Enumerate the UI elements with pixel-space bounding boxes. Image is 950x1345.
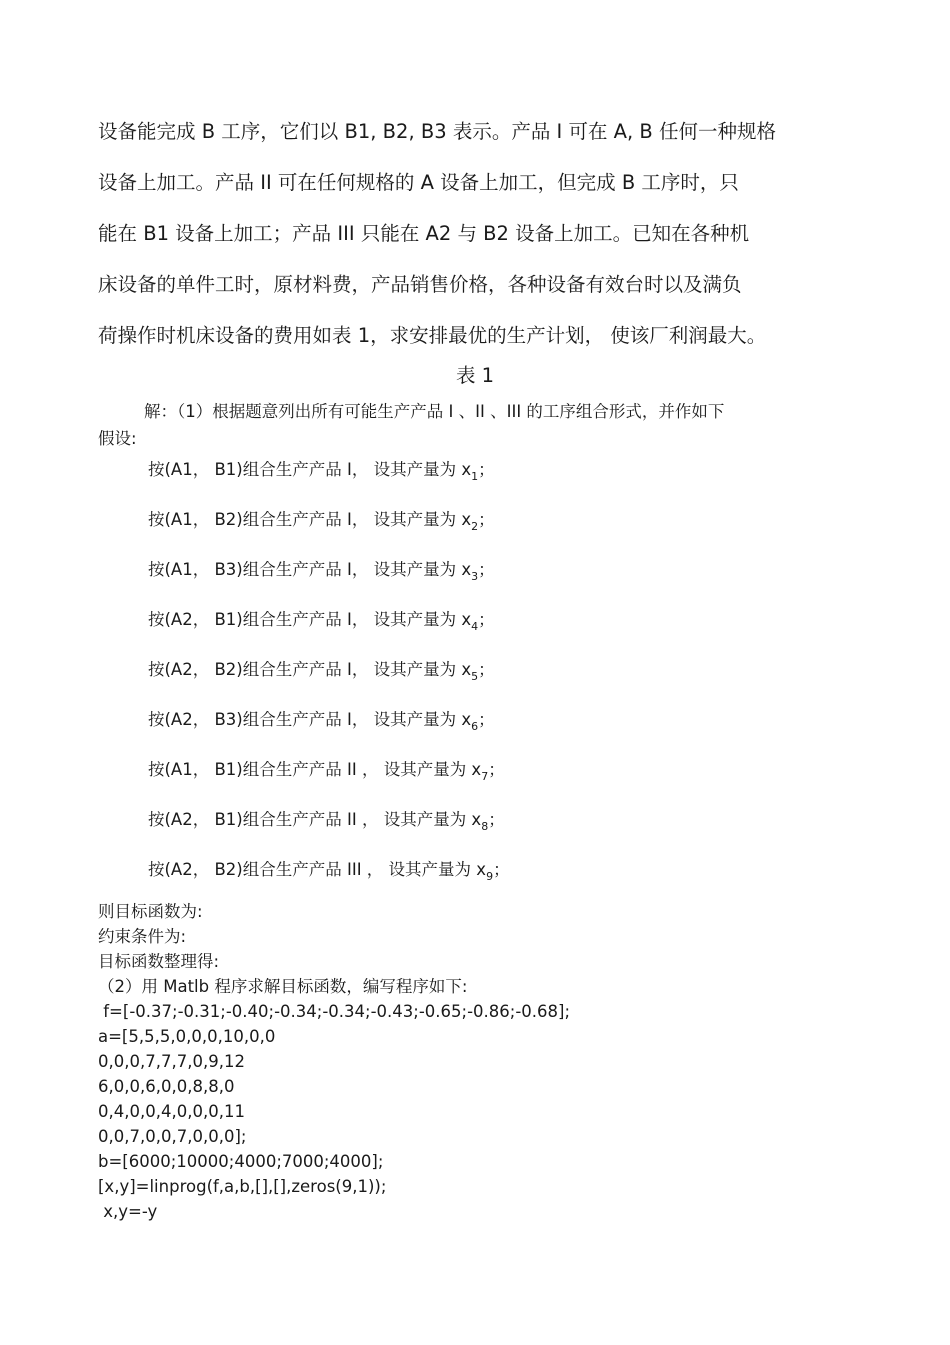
assumption-end: ； xyxy=(493,860,510,879)
constraint-label: 约束条件为: xyxy=(98,927,187,946)
solution-line: 假设: xyxy=(98,429,137,448)
assumption-text: 按(A1， B3)组合生产产品 I， 设其产量为 x xyxy=(148,560,472,579)
assumption-text: 按(A1， B1)组合生产产品 I， 设其产量为 x xyxy=(148,460,472,479)
variable-subscript: 5 xyxy=(471,670,479,683)
solution-body xyxy=(98,899,570,1224)
table-caption: 表 1 xyxy=(455,364,495,387)
assumption-end: ； xyxy=(478,710,495,729)
assumption-text: 按(A2， B3)组合生产产品 I， 设其产量为 x xyxy=(148,710,472,729)
code-line: a=[5,5,5,0,0,0,10,0,0 xyxy=(98,1027,276,1046)
variable-subscript: 6 xyxy=(471,720,479,733)
assumption-text: 按(A2， B2)组合生产产品 I， 设其产量为 x xyxy=(148,660,472,679)
paragraph-line: 设备上加工。产品 II 可在任何规格的 A 设备上加工，但完成 B 工序时，只 xyxy=(98,171,739,194)
assumption-text: 按(A1， B2)组合生产产品 I， 设其产量为 x xyxy=(148,510,472,529)
code-line: 0,0,0,7,7,7,0,9,12 xyxy=(98,1052,245,1071)
assumption-end: ； xyxy=(488,810,505,829)
assumption-text: 按(A1， B1)组合生产产品 II ， 设其产量为 x xyxy=(148,760,482,779)
code-line: 0,4,0,0,4,0,0,0,11 xyxy=(98,1102,245,1121)
solution-intro xyxy=(98,398,828,452)
variable-subscript: 7 xyxy=(481,770,489,783)
assumption-end: ； xyxy=(478,660,495,679)
problem-paragraph xyxy=(98,106,838,361)
variable-subscript: 9 xyxy=(486,870,494,883)
assumption-item xyxy=(148,455,510,505)
code-line: 6,0,0,6,0,0,8,8,0 xyxy=(98,1077,235,1096)
variable-subscript: 3 xyxy=(471,570,479,583)
assumption-item xyxy=(148,755,510,805)
objective-label: 则目标函数为: xyxy=(98,902,203,921)
code-line: b=[6000;10000;4000;7000;4000]; xyxy=(98,1152,384,1171)
code-line: [x,y]=linprog(f,a,b,[],[],zeros(9,1)); xyxy=(98,1177,387,1196)
code-line: 0,0,7,0,0,7,0,0,0]; xyxy=(98,1127,247,1146)
paragraph-line: 设备能完成 B 工序，它们以 B1, B2, B3 表示。产品 I 可在 A, B 任何一种规格 xyxy=(98,120,776,143)
assumption-text: 按(A2， B2)组合生产产品 III ， 设其产量为 x xyxy=(148,860,487,879)
paragraph-line: 床设备的单件工时，原材料费，产品销售价格，各种设备有效台时以及满负 xyxy=(98,273,742,296)
assumption-item xyxy=(148,505,510,555)
assumption-item xyxy=(148,855,510,905)
paragraph-line: 荷操作时机床设备的费用如表 1，求安排最优的生产计划， 使该厂利润最大。 xyxy=(98,324,767,347)
assumption-text: 按(A2， B1)组合生产产品 II ， 设其产量为 x xyxy=(148,810,482,829)
variable-subscript: 8 xyxy=(481,820,489,833)
assumption-end: ； xyxy=(478,460,495,479)
code-line: f=[-0.37;-0.31;-0.40;-0.34;-0.34;-0.43;-0.65;-0.86;-0.68]; xyxy=(98,1002,571,1021)
assumption-end: ； xyxy=(478,510,495,529)
assumption-item xyxy=(148,705,510,755)
assumption-item xyxy=(148,805,510,855)
assumption-end: ； xyxy=(488,760,505,779)
variable-subscript: 4 xyxy=(471,620,479,633)
assumption-end: ； xyxy=(478,610,495,629)
solution-line: 解：（1）根据题意列出所有可能生产产品 I 、II 、III 的工序组合形式，并作如下 xyxy=(144,402,725,421)
assumption-item xyxy=(148,555,510,605)
assumption-item xyxy=(148,655,510,705)
objective-simplified-label: 目标函数整理得: xyxy=(98,952,220,971)
assumption-item xyxy=(148,605,510,655)
assumption-end: ； xyxy=(478,560,495,579)
variable-subscript: 1 xyxy=(471,470,479,483)
assumption-text: 按(A2， B1)组合生产产品 I， 设其产量为 x xyxy=(148,610,472,629)
assumption-list xyxy=(148,455,510,905)
paragraph-line: 能在 B1 设备上加工；产品 III 只能在 A2 与 B2 设备上加工。已知在各种机 xyxy=(98,222,750,245)
matlab-intro: （2）用 Matlb 程序求解目标函数，编写程序如下: xyxy=(98,977,468,996)
variable-subscript: 2 xyxy=(471,520,479,533)
code-line: x,y=-y xyxy=(98,1202,158,1221)
